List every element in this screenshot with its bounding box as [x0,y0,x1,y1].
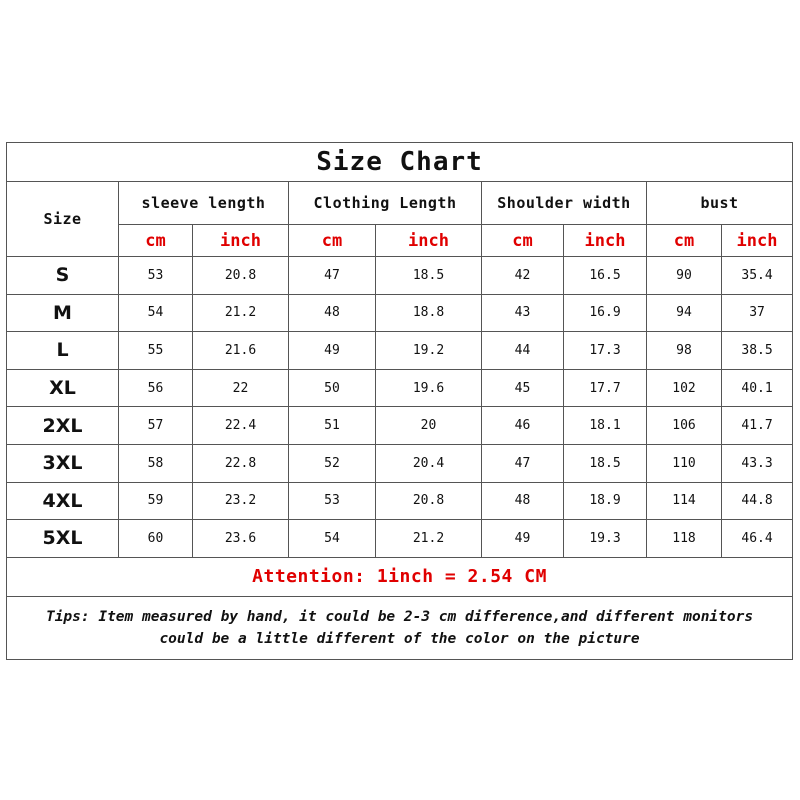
measurement-cell: 53 [289,482,376,520]
measurement-cell: 110 [647,444,722,482]
measurement-cell: 19.6 [376,369,482,407]
measurement-cell: 52 [289,444,376,482]
size-label: S [7,257,119,295]
measurement-cell: 56 [119,369,193,407]
measurement-cell: 106 [647,407,722,445]
measurement-cell: 98 [647,332,722,370]
table-row [7,294,793,332]
group-header-shoulder-width: Shoulder width [482,182,647,225]
table-row [7,369,793,407]
measurement-cell: 43.3 [722,444,793,482]
measurement-cell: 16.5 [564,257,647,295]
measurement-cell: 19.2 [376,332,482,370]
size-label: L [7,332,119,370]
size-label: 5XL [7,520,119,558]
unit-label: cm [482,225,564,257]
table-row [7,520,793,558]
measurement-cell: 35.4 [722,257,793,295]
measurement-cell: 50 [289,369,376,407]
unit-label: cm [289,225,376,257]
unit-row [7,225,793,257]
size-chart-table [6,142,793,660]
size-label: 2XL [7,407,119,445]
unit-label: cm [647,225,722,257]
measurement-cell: 46.4 [722,520,793,558]
measurement-cell: 44 [482,332,564,370]
chart-title: Size Chart [7,143,793,182]
measurement-cell: 49 [289,332,376,370]
table-row [7,482,793,520]
measurement-cell: 16.9 [564,294,647,332]
tips-note [7,596,793,659]
measurement-cell: 21.2 [193,294,289,332]
measurement-cell: 37 [722,294,793,332]
measurement-cell: 20 [376,407,482,445]
table-row [7,257,793,295]
measurement-cell: 42 [482,257,564,295]
measurement-cell: 22.4 [193,407,289,445]
measurement-cell: 102 [647,369,722,407]
measurement-cell: 20.8 [193,257,289,295]
size-column-header: Size [7,182,119,257]
measurement-cell: 20.8 [376,482,482,520]
measurement-cell: 58 [119,444,193,482]
measurement-cell: 18.1 [564,407,647,445]
measurement-cell: 48 [289,294,376,332]
group-header-sleeve-length: sleeve length [119,182,289,225]
measurement-cell: 60 [119,520,193,558]
measurement-cell: 22 [193,369,289,407]
unit-label: inch [722,225,793,257]
measurement-cell: 114 [647,482,722,520]
measurement-cell: 18.9 [564,482,647,520]
measurement-cell: 38.5 [722,332,793,370]
unit-label: inch [376,225,482,257]
tips-line-1: Tips: Item measured by hand, it could be 2-3 cm difference,and different monitors [45,608,754,625]
measurement-cell: 21.2 [376,520,482,558]
measurement-cell: 17.3 [564,332,647,370]
size-rows [7,257,793,558]
attention-row [7,557,793,596]
measurement-cell: 22.8 [193,444,289,482]
measurement-cell: 47 [289,257,376,295]
measurement-cell: 53 [119,257,193,295]
measurement-cell: 90 [647,257,722,295]
attention-note: Attention: 1inch = 2.54 CM [7,557,793,596]
unit-label: cm [119,225,193,257]
measurement-cell: 55 [119,332,193,370]
size-label: 4XL [7,482,119,520]
measurement-cell: 18.8 [376,294,482,332]
measurement-cell: 40.1 [722,369,793,407]
measurement-cell: 21.6 [193,332,289,370]
group-header-clothing-length: Clothing Length [289,182,482,225]
measurement-cell: 118 [647,520,722,558]
measurement-cell: 44.8 [722,482,793,520]
measurement-cell: 23.6 [193,520,289,558]
table-row [7,444,793,482]
measurement-cell: 17.7 [564,369,647,407]
measurement-cell: 45 [482,369,564,407]
measurement-cell: 54 [119,294,193,332]
measurement-cell: 94 [647,294,722,332]
measurement-cell: 23.2 [193,482,289,520]
title-row [7,143,793,182]
measurement-cell: 59 [119,482,193,520]
size-label: 3XL [7,444,119,482]
measurement-cell: 43 [482,294,564,332]
unit-label: inch [564,225,647,257]
measurement-cell: 47 [482,444,564,482]
tips-line-2: could be a little different of the color on the picture [159,630,640,647]
measurement-cell: 18.5 [564,444,647,482]
size-label: XL [7,369,119,407]
table-row [7,407,793,445]
unit-label: inch [193,225,289,257]
measurement-cell: 51 [289,407,376,445]
measurement-cell: 18.5 [376,257,482,295]
measurement-cell: 20.4 [376,444,482,482]
size-label: M [7,294,119,332]
measurement-group-row [7,182,793,225]
measurement-cell: 41.7 [722,407,793,445]
tips-row [7,596,793,659]
measurement-cell: 57 [119,407,193,445]
measurement-cell: 46 [482,407,564,445]
measurement-cell: 19.3 [564,520,647,558]
measurement-cell: 49 [482,520,564,558]
measurement-cell: 54 [289,520,376,558]
table-row [7,332,793,370]
group-header-bust: bust [647,182,793,225]
measurement-cell: 48 [482,482,564,520]
